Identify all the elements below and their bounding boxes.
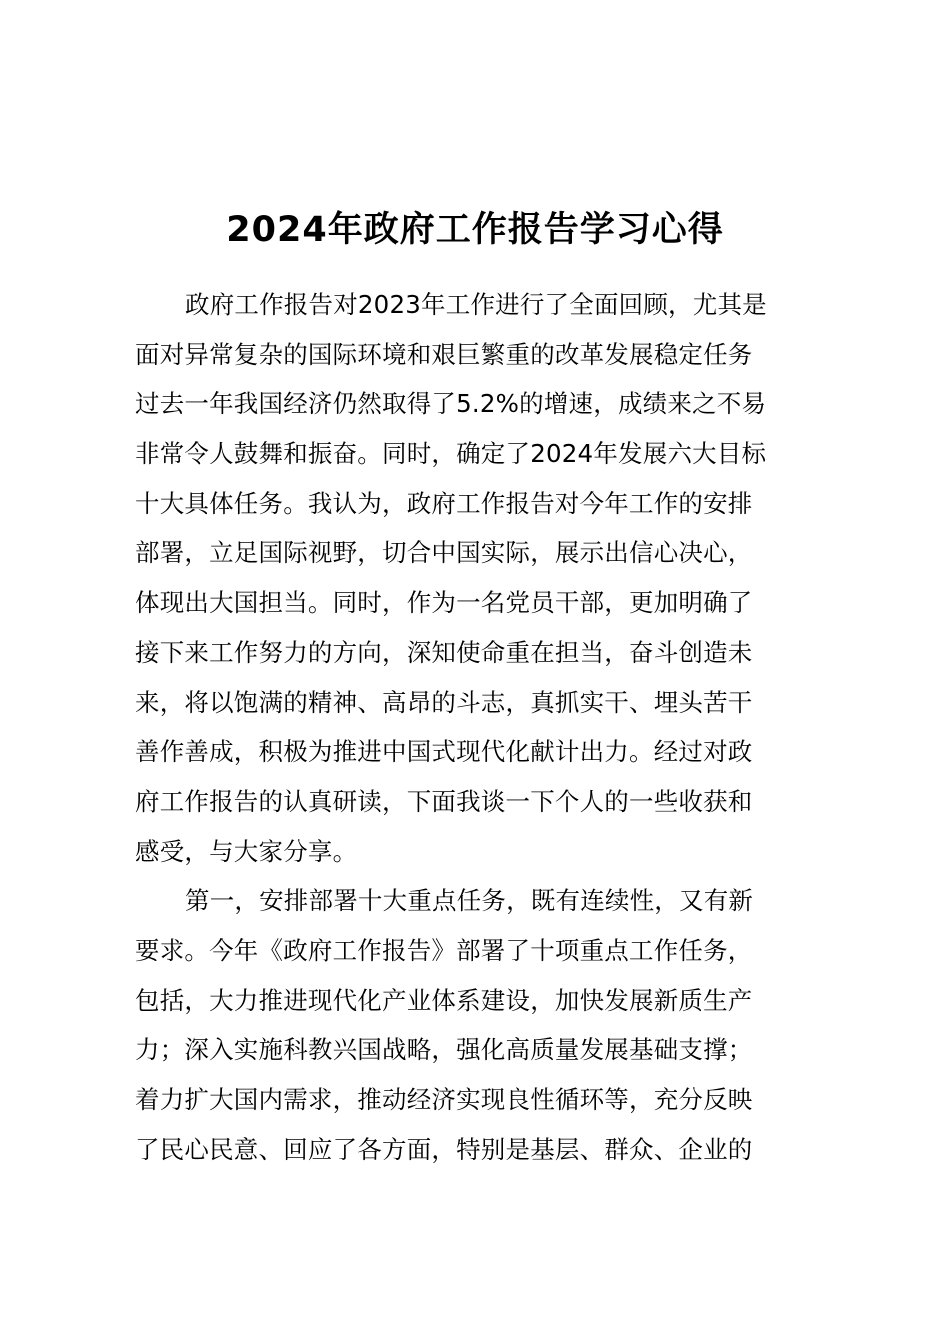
text-line: 包括，大力推进现代化产业体系建设，加快发展新质生产 bbox=[135, 985, 753, 1015]
text-line: 接下来工作努力的方向，深知使命重在担当，奋斗创造未 bbox=[135, 637, 753, 667]
text-line: 了民心民意、回应了各方面，特别是基层、群众、企业的 bbox=[135, 1134, 753, 1164]
text-line: 力；深入实施科教兴国战略，强化高质量发展基础支撑； bbox=[135, 1035, 753, 1065]
text-line: 十大具体任务。我认为，政府工作报告对今年工作的安排 bbox=[135, 488, 753, 518]
text-line: 过去一年我国经济仍然取得了5.2%的增速，成绩来之不易 bbox=[135, 389, 767, 419]
text-line: 政府工作报告对2023年工作进行了全面回顾，尤其是 bbox=[185, 290, 767, 319]
paragraph bbox=[135, 280, 855, 876]
text-line: 要求。今年《政府工作报告》部署了十项重点工作任务， bbox=[135, 935, 753, 965]
document-title: 2024年政府工作报告学习心得 bbox=[226, 210, 724, 250]
text-line: 部署，立足国际视野，切合中国实际，展示出信心决心， bbox=[135, 538, 753, 568]
text-line: 感受，与大家分享。 bbox=[135, 836, 358, 866]
text-line: 非常令人鼓舞和振奋。同时，确定了2024年发展六大目标 bbox=[135, 439, 767, 469]
paragraph bbox=[135, 876, 855, 1174]
text-line: 面对异常复杂的国际环境和艰巨繁重的改革发展稳定任务 bbox=[135, 339, 753, 369]
text-line: 第一，安排部署十大重点任务，既有连续性，又有新 bbox=[185, 886, 754, 916]
document-body bbox=[135, 280, 855, 1174]
text-line: 善作善成，积极为推进中国式现代化献计出力。经过对政 bbox=[135, 737, 753, 767]
text-line: 来，将以饱满的精神、高昂的斗志，真抓实干、埋头苦干 bbox=[135, 687, 753, 717]
text-line: 着力扩大国内需求，推动经济实现良性循环等，充分反映 bbox=[135, 1085, 753, 1114]
text-line: 体现出大国担当。同时，作为一名党员干部，更加明确了 bbox=[135, 588, 753, 618]
text-line: 府工作报告的认真研读，下面我谈一下个人的一些收获和 bbox=[135, 786, 753, 816]
